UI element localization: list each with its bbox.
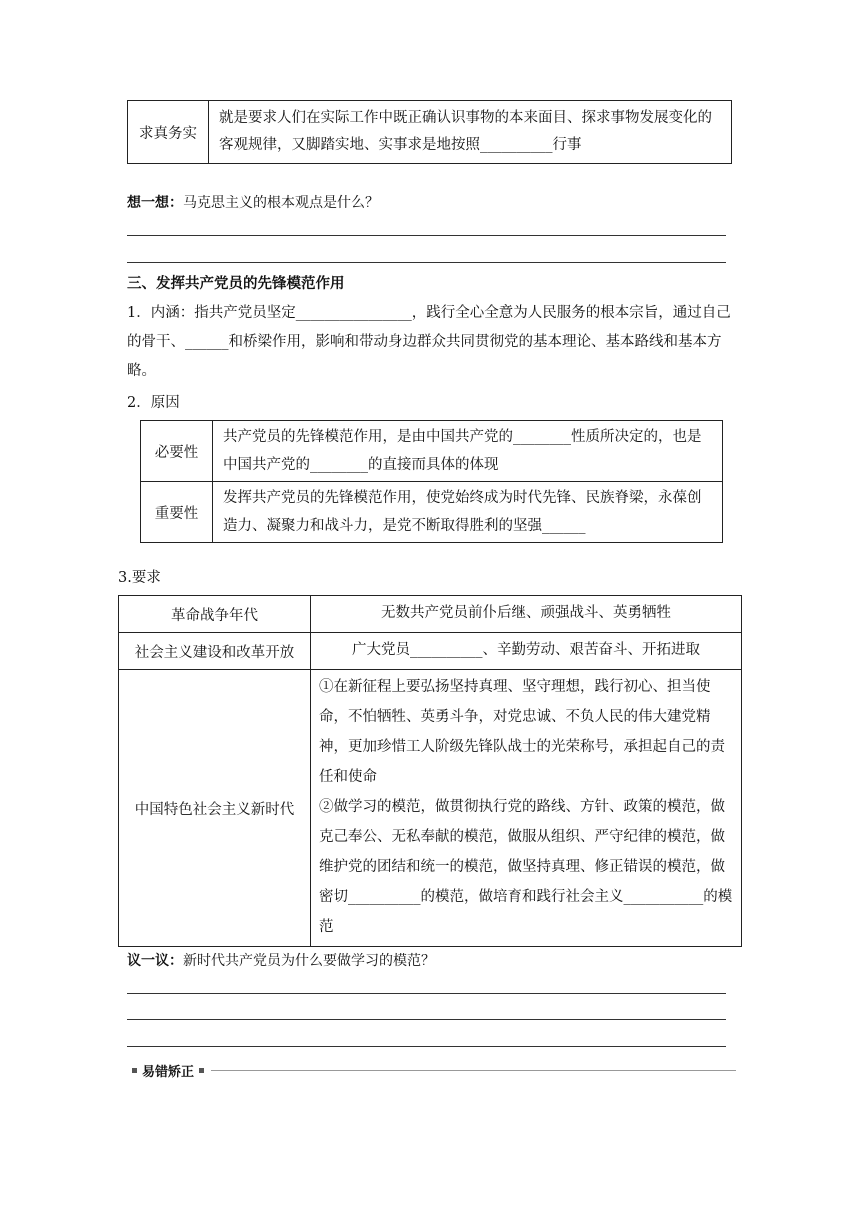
table-row xyxy=(119,633,742,670)
table-reasons xyxy=(140,420,723,543)
table-content-importance: 发挥共产党员的先锋模范作用，使党始终成为时代先锋、民族脊梁，永葆创造力、凝聚力和战斗力，是党不断取得胜利的坚强______ xyxy=(213,482,723,543)
table-label-reform-era: 社会主义建设和改革开放 xyxy=(119,633,311,670)
table-label-importance: 重要性 xyxy=(141,482,213,543)
table-row xyxy=(141,421,723,482)
error-correction-heading xyxy=(127,1061,736,1080)
table-label-new-era: 中国特色社会主义新时代 xyxy=(119,670,311,947)
error-correction-title: 易错矫正 xyxy=(142,1065,195,1080)
square-bullet-icon xyxy=(199,1068,204,1073)
table-row xyxy=(128,101,732,164)
answer-line xyxy=(127,1046,726,1047)
table-label-war-era: 革命战争年代 xyxy=(119,596,311,633)
new-era-item-1: ①在新征程上要弘扬坚持真理、坚守理想，践行初心、担当使命，不怕牺牲、英勇斗争，对党忠诚、不负人民的伟大建党精神，更加珍惜工人阶级先锋队战士的光荣称号，承担起自己的责任和使命 xyxy=(319,679,725,785)
section-title: 三、发挥共产党员的先锋模范作用 xyxy=(127,276,345,292)
table-label-necessity: 必要性 xyxy=(141,421,213,482)
discuss-label: 议一议： xyxy=(127,953,183,969)
discuss-question xyxy=(127,950,435,970)
paragraph-connotation: 1．内涵：指共产党员坚定________________，践行全心全意为人民服务的根本宗旨，通过自己的骨干、______和桥梁作用，影响和带动身边群众共同贯彻党的基本理论、基本路线和基本方略。 xyxy=(127,305,731,379)
answer-line xyxy=(127,993,726,994)
table-content-seek-truth: 就是要求人们在实际工作中既正确认识事物的本来面目、探求事物发展变化的客观规律，又脚踏实地、实事求是地按照__________行事 xyxy=(209,101,732,164)
answer-line xyxy=(127,1019,726,1020)
answer-line xyxy=(127,262,726,263)
table-requirements xyxy=(118,595,742,947)
new-era-item-2: ②做学习的模范，做贯彻执行党的路线、方针、政策的模范，做克己奉公、无私奉献的模范，做服从组织、严守纪律的模范，做维护党的团结和统一的模范，做坚持真理、修正错误的模范，做密切__________的模范，做培育和践行社会主义___________的模范 xyxy=(319,799,733,935)
table-row xyxy=(119,670,742,947)
table-content-war-era: 无数共产党员前仆后继、顽强战斗、英勇牺牲 xyxy=(311,596,742,633)
table-row xyxy=(119,596,742,633)
table-row xyxy=(141,482,723,543)
discuss-text: 新时代共产党员为什么要做学习的模范？ xyxy=(183,953,435,969)
table-seek-truth xyxy=(127,100,732,164)
think-label: 想一想： xyxy=(127,195,183,211)
divider xyxy=(211,1070,736,1071)
think-text: 马克思主义的根本观点是什么？ xyxy=(183,195,379,211)
paragraph-requirements: 3.要求 xyxy=(118,570,161,586)
table-content-necessity: 共产党员的先锋模范作用，是由中国共产党的________性质所决定的，也是中国共产党的________的直接而具体的体现 xyxy=(213,421,723,482)
table-content-reform-era: 广大党员__________、辛勤劳动、艰苦奋斗、开拓进取 xyxy=(311,633,742,670)
think-question xyxy=(127,192,379,212)
table-label-seek-truth: 求真务实 xyxy=(128,101,209,164)
square-bullet-icon xyxy=(132,1068,137,1073)
table-content-new-era xyxy=(311,670,742,947)
answer-line xyxy=(127,235,726,236)
paragraph-reasons: 2．原因 xyxy=(127,395,180,411)
